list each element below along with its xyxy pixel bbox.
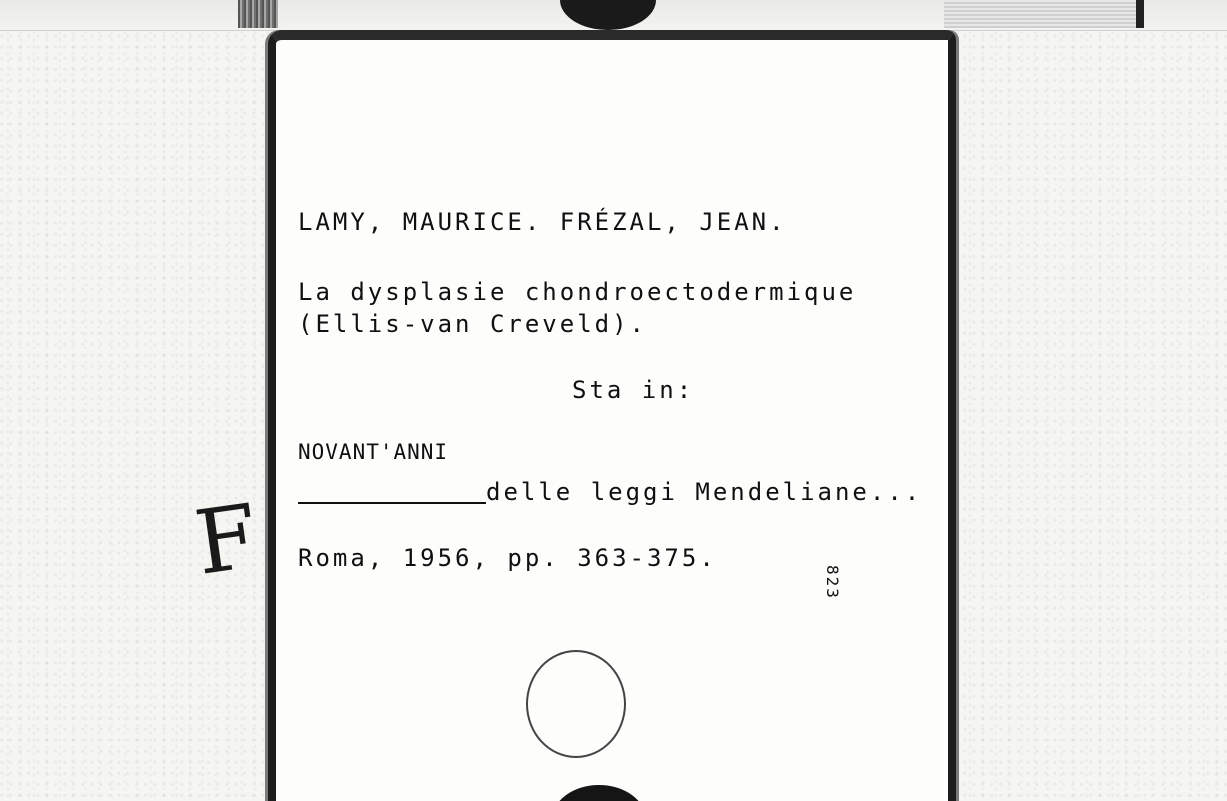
catalog-card	[268, 30, 956, 801]
imprint-line: Roma, 1956, pp. 363-375.	[298, 544, 717, 572]
card-side-number: 823	[823, 565, 842, 600]
card-punch-hole-bottom	[552, 785, 646, 801]
handwritten-letter-mark: F	[189, 484, 264, 595]
title-line-1: La dysplasie chondroectodermique	[298, 278, 857, 306]
card-punch-hole-ring	[526, 650, 626, 758]
sta-in-label: Sta in:	[572, 376, 695, 404]
series-title: NOVANT'ANNI	[298, 440, 449, 464]
title-line-2: (Ellis-van Creveld).	[298, 310, 647, 338]
series-blank-line	[298, 502, 486, 504]
series-continuation: delle leggi Mendeliane...	[486, 478, 923, 506]
author-line: LAMY, MAURICE. FRÉZAL, JEAN.	[298, 208, 787, 236]
scan-artifact-left	[238, 0, 278, 28]
scan-artifact-right	[944, 0, 1144, 28]
